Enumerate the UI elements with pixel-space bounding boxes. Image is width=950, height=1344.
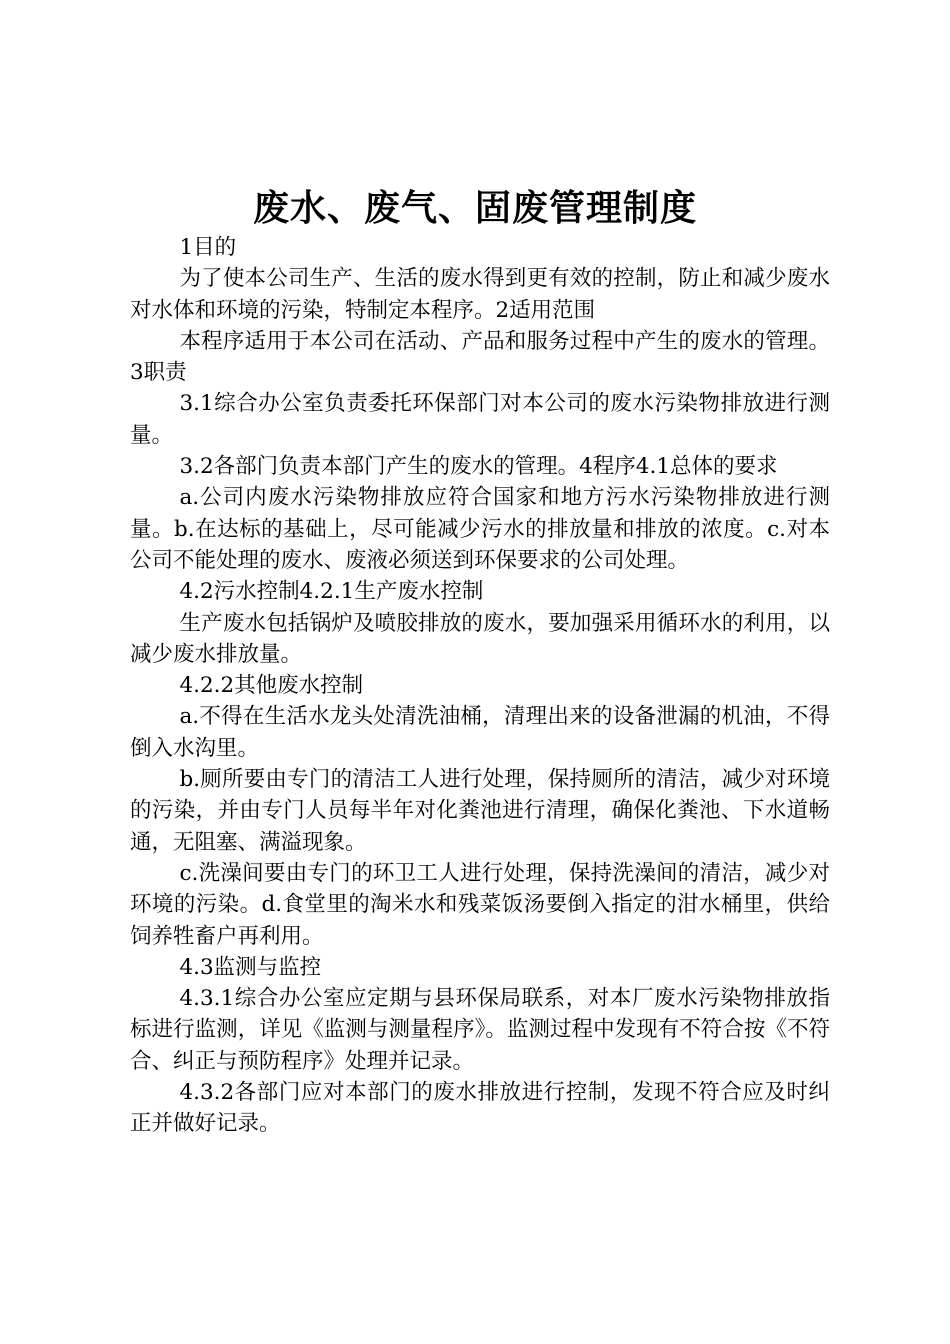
paragraph-heading-4-2: 4.2污水控制4.2.1生产废水控制 xyxy=(179,579,484,605)
paragraph-scope: 本程序适用于本公司在活动、产品和服务过程中产生的废水的管理。3职责 xyxy=(130,328,830,386)
document-title: 废水、废气、固废管理制度 xyxy=(252,187,697,229)
paragraph-item-a: a.不得在生活水龙头处清洗油桶，清理出来的设备泄漏的机油，不得倒入水沟里。 xyxy=(130,704,830,761)
document-body xyxy=(130,232,830,1140)
paragraph-heading-4-2-2: 4.2.2其他废水控制 xyxy=(179,673,364,699)
paragraph-monitoring-4-3-1: 4.3.1综合办公室应定期与县环保局联系，对本厂废水污染物排放指标进行监测，详见《监测与测量程序》。监测过程中发现有不符合按《不符合、纠正与预防程序》处理并记录。 xyxy=(130,986,830,1074)
paragraph-general-requirements: a.公司内废水污染物排放应符合国家和地方污水污染物排放进行测量。b.在达标的基础上，尽可能减少污水的排放量和排放的浓度。c.对本公司不能处理的废水、废液必须送到环保要求的公司处理。 xyxy=(130,485,830,573)
paragraph-purpose: 为了使本公司生产、生活的废水得到更有效的控制，防止和减少废水对水体和环境的污染，特制定本程序。2适用范围 xyxy=(130,266,830,323)
paragraph-monitoring-4-3-2: 4.3.2各部门应对本部门的废水排放进行控制，发现不符合应及时纠正并做好记录。 xyxy=(130,1080,830,1137)
paragraph-heading-4-3: 4.3监测与监控 xyxy=(179,954,322,980)
paragraph-item-c-d: c.洗澡间要由专门的环卫工人进行处理，保持洗澡间的清洁，减少对环境的污染。d.食堂里的淘米水和残菜饭汤要倒入指定的泔水桶里，供给饲养牲畜户再利用。 xyxy=(130,860,830,949)
paragraph-production-wastewater: 生产废水包括锅炉及喷胶排放的废水，要加强采用循环水的利用，以减少废水排放量。 xyxy=(130,610,830,667)
paragraph-purpose-heading: 1目的 xyxy=(179,235,237,260)
paragraph-duty-3-1: 3.1综合办公室负责委托环保部门对本公司的废水污染物排放进行测量。 xyxy=(130,391,830,448)
paragraph-item-b: b.厕所要由专门的清洁工人进行处理，保持厕所的清洁，减少对环境的污染，并由专门人员每半年对化粪池进行清理，确保化粪池、下水道畅通，无阻塞、满溢现象。 xyxy=(130,767,830,855)
paragraph-duty-3-2: 3.2各部门负责本部门产生的废水的管理。4程序4.1总体的要求 xyxy=(179,454,778,480)
